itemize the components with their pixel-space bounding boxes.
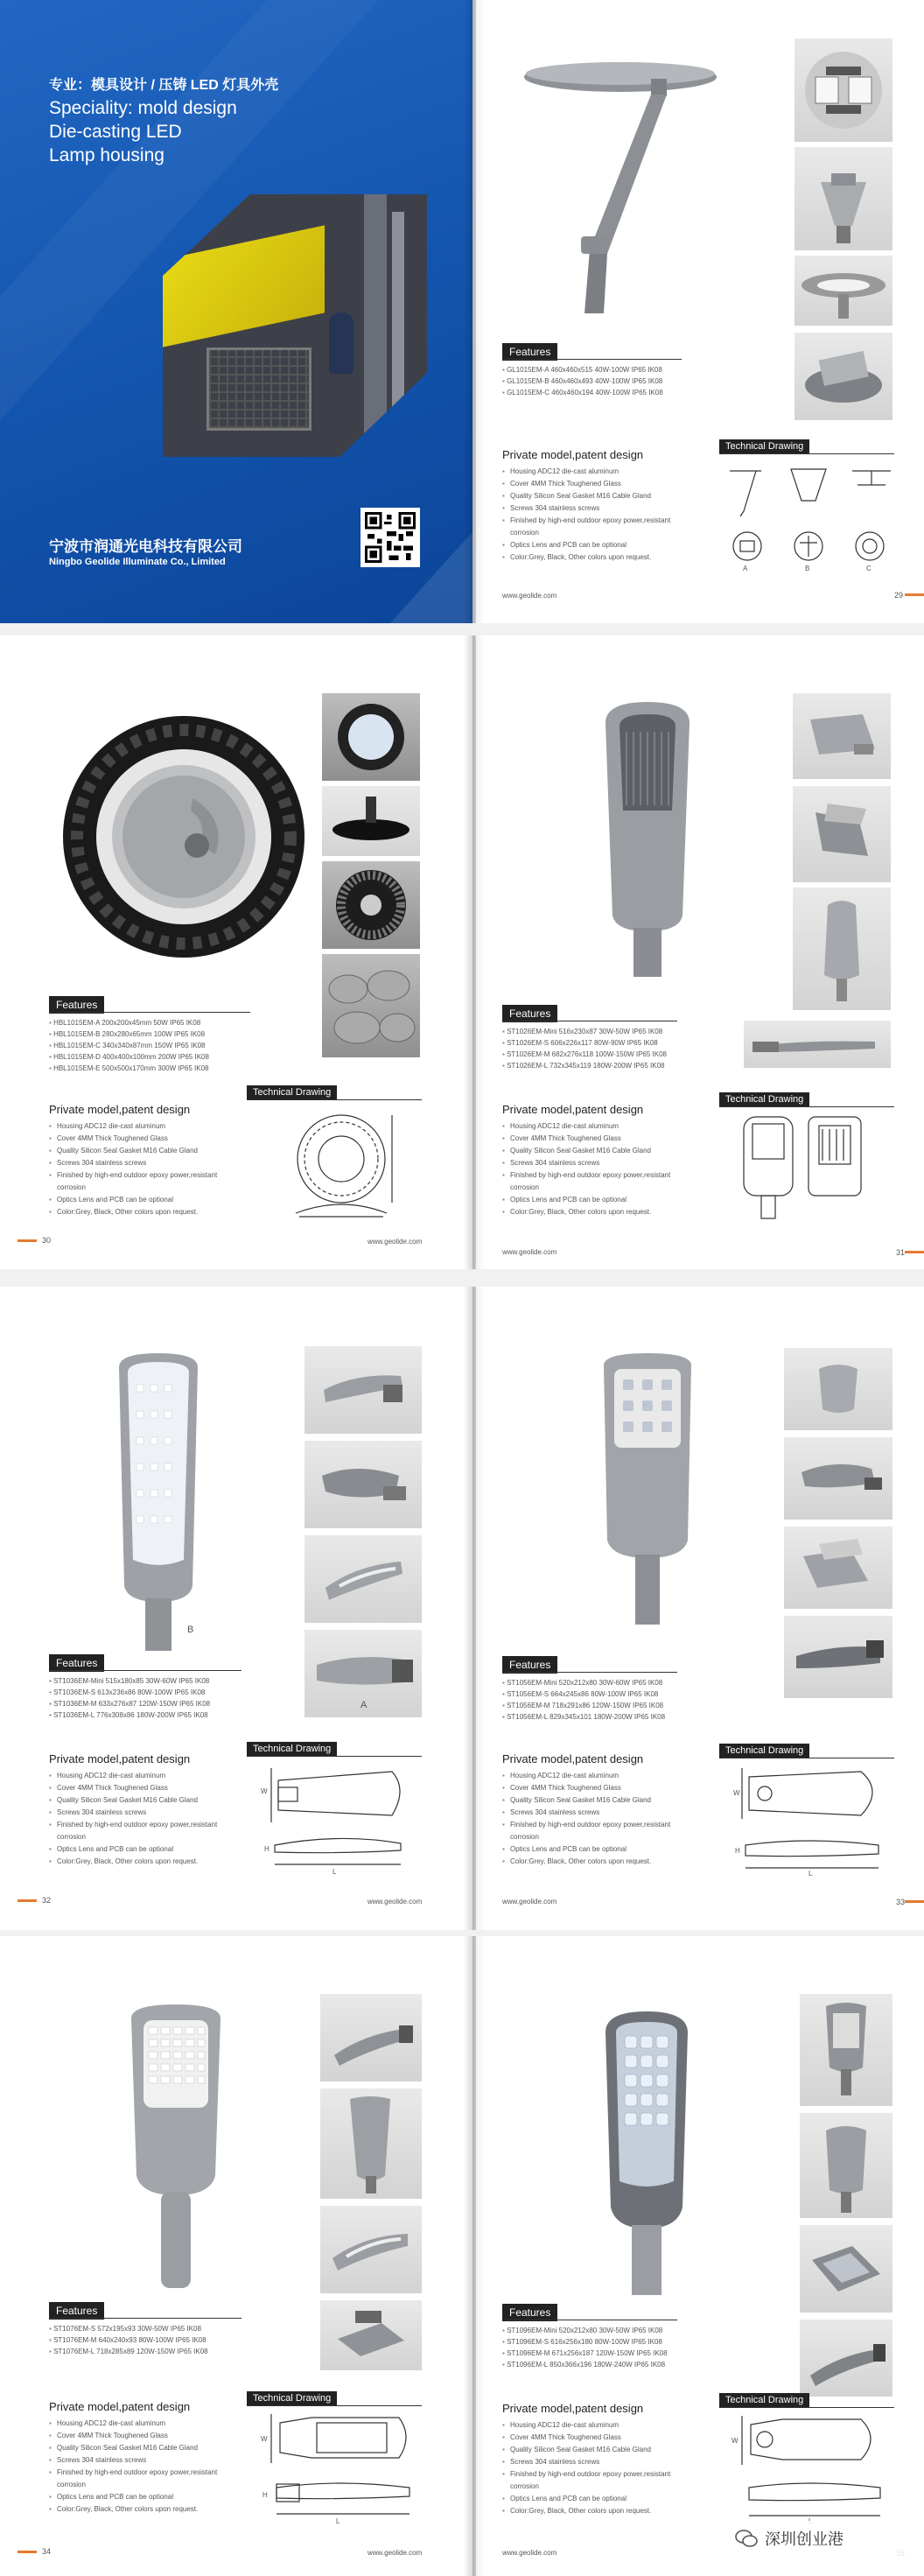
features-header-29: Features — [502, 343, 557, 361]
technical-drawing-32 — [261, 1763, 418, 1877]
page-number-32: 32 — [42, 1896, 52, 1905]
technical-drawing-30 — [280, 1108, 402, 1231]
street-light-image-34 — [119, 2001, 233, 2307]
dim-w-35: W — [732, 2437, 738, 2445]
spec-bullets-34: ▪ Housing ADC12 die-cast aluminum ▪ Cover 4MM Thick Toughened Glass ▪ Quality Silicon Seal Gasket M16 Cable Gland ▪ Screws 304 stainless screws ▪ Finished by high-end outdoor epoxy power,resistant corrosion ▪ Optics Lens and PCB can be optional ▪ Color:Grey, Black, Other colors upon request. — [49, 2418, 237, 2516]
dim-l-33: L — [808, 1870, 813, 1878]
speciality-line-3: Lamp housing — [49, 145, 164, 165]
private-model-title-32: Private model,patent design — [49, 1752, 191, 1765]
high-bay-light-image — [61, 714, 306, 959]
private-model-title-34: Private model,patent design — [49, 2400, 191, 2413]
features-list-35: ▪ ST1096EM-Mini 520x212x80 30W-50W IP65 IK08 ▪ ST1096EM-S 616x256x180 80W-100W IP65 IK08 ▪ ST1096EM-M 671x256x187 120W-150W IP65 IK08 ▪ ST1096EM-L 850x366x196 180W-240W IP65 IK08 — [502, 2325, 668, 2370]
detail-photo-34-1 — [320, 1994, 422, 2081]
factory-photo — [163, 194, 427, 457]
speciality-cn: 专业：模具设计 / 压铸 LED 灯具外壳 — [49, 78, 279, 93]
technical-drawing-31 — [735, 1112, 875, 1225]
technical-drawing-header-33: Technical Drawing — [719, 1744, 809, 1758]
page-number-31: 31 — [896, 1248, 906, 1257]
detail-photo-4 — [794, 333, 892, 420]
features-header-34: Features — [49, 2302, 104, 2320]
speciality-line-2: Die-casting LED — [49, 122, 182, 142]
watermark-badge — [726, 2521, 919, 2556]
private-model-title-29: Private model,patent design — [502, 448, 644, 461]
page-accent-33 — [905, 1900, 924, 1903]
page-accent-34 — [18, 2551, 37, 2553]
private-model-title-30: Private model,patent design — [49, 1103, 191, 1116]
detail-photo-32-3 — [304, 1535, 422, 1623]
page-accent-31 — [905, 1251, 924, 1253]
technical-drawing-35 — [730, 2412, 896, 2526]
page-28-cover — [0, 0, 472, 623]
company-name-cn: 宁波市润通光电科技有限公司 — [49, 538, 242, 556]
private-model-title-33: Private model,patent design — [502, 1752, 644, 1765]
dim-l-34: L — [336, 2517, 340, 2525]
technical-drawing-34 — [259, 2411, 420, 2528]
features-list-29: ▪ GL1015EM-A 460x460x515 40W-100W IP65 IK08 ▪ GL1015EM-B 460x460x493 40W-100W IP65 IK08 ▪ GL1015EM-C 460x460x194 40W-100W IP65 IK08 — [502, 364, 663, 398]
label-b-32: B — [187, 1625, 194, 1635]
page-30 — [0, 635, 472, 1269]
page-accent-32 — [18, 1899, 37, 1902]
page-number-34: 34 — [42, 2547, 52, 2556]
detail-photo-34-4 — [320, 2300, 422, 2370]
detail-photo-3 — [794, 256, 892, 326]
website-32: www.geolide.com — [368, 1898, 423, 1906]
technical-drawing-header-30: Technical Drawing — [247, 1085, 337, 1099]
label-c-29: C — [866, 565, 872, 572]
street-light-image-32 — [102, 1350, 215, 1665]
area-light-image — [520, 53, 721, 315]
features-header-32: Features — [49, 1654, 104, 1672]
page-32 — [0, 1287, 472, 1930]
chat-bubble-icon — [735, 2529, 758, 2548]
detail-photo-31-2 — [793, 786, 891, 882]
street-light-image-33 — [595, 1348, 700, 1637]
technical-drawing-header-31: Technical Drawing — [719, 1092, 809, 1106]
page-accent-30 — [18, 1239, 37, 1242]
spread-4 — [0, 1936, 924, 2576]
features-header-33: Features — [502, 1656, 557, 1674]
features-list-32: ▪ ST1036EM-Mini 515x180x85 30W-60W IP65 IK08 ▪ ST1036EM-S 613x236x86 80W-100W IP65 IK08 ▪ ST1036EM-M 633x276x87 120W-150W IP65 IK08 ▪ ST1036EM-L 776x308x86 180W-200W IP65 IK08 — [49, 1675, 210, 1721]
features-list-33: ▪ ST1056EM-Mini 520x212x80 30W-60W IP65 IK08 ▪ ST1056EM-S 664x245x86 80W-100W IP65 IK08 ▪ ST1056EM-M 718x291x86 120W-150W IP65 IK08 ▪ ST1056EM-L 829x345x101 180W-200W IP65 IK08 — [502, 1677, 665, 1723]
spec-bullets-29: ▪ Housing ADC12 die-cast aluminum ▪ Cover 4MM Thick Toughened Glass ▪ Quality Silicon Seal Gasket M16 Cable Gland ▪ Screws 304 stainless screws ▪ Finished by high-end outdoor epoxy power,resistant corrosion ▪ Optics Lens and PCB can be optional ▪ Color:Grey, Black, Other colors upon request. — [502, 466, 690, 564]
detail-photo-35-1 — [800, 1994, 892, 2106]
detail-photo-2 — [794, 147, 892, 250]
detail-photo-33-4 — [784, 1616, 892, 1698]
technical-drawing-header-29: Technical Drawing — [719, 439, 809, 453]
spread-3 — [0, 1287, 924, 1930]
technical-drawing-header-35: Technical Drawing — [719, 2393, 809, 2407]
features-header-31: Features — [502, 1005, 557, 1022]
page-33 — [476, 1287, 924, 1930]
spec-bullets-32: ▪ Housing ADC12 die-cast aluminum ▪ Cover 4MM Thick Toughened Glass ▪ Quality Silicon Seal Gasket M16 Cable Gland ▪ Screws 304 stainless screws ▪ Finished by high-end outdoor epoxy power,resistant corrosion ▪ Optics Lens and PCB can be optional ▪ Color:Grey, Black, Other colors upon request. — [49, 1770, 237, 1868]
company-name-en: Ningbo Geolide Illuminate Co., Limited — [49, 557, 226, 567]
detail-photo-33-2 — [784, 1437, 892, 1520]
website-29: www.geolide.com — [502, 592, 557, 600]
detail-photo-34-3 — [320, 2206, 422, 2293]
detail-photo-35-2 — [800, 2113, 892, 2218]
page-accent-29 — [905, 593, 924, 596]
wire-basket — [206, 347, 312, 431]
private-model-title-35: Private model,patent design — [502, 2402, 644, 2415]
street-light-image-35 — [590, 2006, 704, 2313]
spread-2 — [0, 635, 924, 1269]
spec-bullets-30: ▪ Housing ADC12 die-cast aluminum ▪ Cover 4MM Thick Toughened Glass ▪ Quality Silicon Seal Gasket M16 Cable Gland ▪ Screws 304 stainless screws ▪ Finished by high-end outdoor epoxy power,resistant corrosion ▪ Optics Lens and PCB can be optional ▪ Color:Grey, Black, Other colors upon request. — [49, 1120, 237, 1218]
detail-photo-35-4 — [800, 2320, 892, 2397]
page-29 — [476, 0, 924, 623]
website-31: www.geolide.com — [502, 1248, 557, 1256]
detail-photo-31-4 — [744, 1021, 891, 1068]
detail-photo-30-1 — [322, 693, 420, 781]
watermark-text: 深圳创业港 — [765, 2530, 844, 2549]
website-33: www.geolide.com — [502, 1898, 557, 1906]
dim-h-34: H — [262, 2491, 268, 2499]
detail-photo-1 — [794, 39, 892, 142]
label-a-32: A — [360, 1700, 368, 1710]
label-a-29: A — [743, 565, 748, 572]
detail-photo-30-2 — [322, 786, 420, 856]
website-34: www.geolide.com — [368, 2549, 423, 2557]
page-number-29: 29 — [894, 591, 904, 600]
label-b-29: B — [805, 565, 810, 572]
dim-h-33: H — [735, 1847, 740, 1855]
cover-panel — [0, 0, 472, 623]
spec-bullets-31: ▪ Housing ADC12 die-cast aluminum ▪ Cover 4MM Thick Toughened Glass ▪ Quality Silicon Seal Gasket M16 Cable Gland ▪ Screws 304 stainless screws ▪ Finished by high-end outdoor epoxy power,resistant corrosion ▪ Optics Lens and PCB can be optional ▪ Color:Grey, Black, Other colors upon request. — [502, 1120, 690, 1218]
detail-photo-33-3 — [784, 1527, 892, 1609]
dim-w-33: W — [733, 1789, 740, 1797]
qr-code-icon — [360, 508, 420, 567]
features-header-30: Features — [49, 996, 104, 1014]
dim-w-34: W — [261, 2435, 268, 2443]
features-header-35: Features — [502, 2304, 557, 2321]
technical-drawing-header-32: Technical Drawing — [247, 1742, 337, 1756]
technical-drawing-33 — [730, 1765, 896, 1878]
detail-photo-30-4 — [322, 954, 420, 1057]
detail-photo-33-1 — [784, 1348, 892, 1430]
dim-h-32: H — [264, 1845, 270, 1853]
spec-bullets-35: ▪ Housing ADC12 die-cast aluminum ▪ Cover 4MM Thick Toughened Glass ▪ Quality Silicon Seal Gasket M16 Cable Gland ▪ Screws 304 stainless screws ▪ Finished by high-end outdoor epoxy power,resistant corrosion ▪ Optics Lens and PCB can be optional ▪ Color:Grey, Black, Other colors upon request. — [502, 2419, 690, 2517]
features-list-34: ▪ ST1076EM-S 572x195x93 30W-50W IP65 IK08 ▪ ST1076EM-M 640x240x93 80W-100W IP65 IK08 ▪ ST1076EM-L 718x285x89 120W-150W IP65 IK08 — [49, 2323, 208, 2357]
technical-drawing-29 — [721, 459, 896, 572]
features-list-30: ▪ HBL1015EM-A 200x200x45mm 50W IP65 IK08 ▪ HBL1015EM-B 280x280x65mm 100W IP65 IK08 ▪ HBL1015EM-C 340x340x87mm 150W IP65 IK08 ▪ HBL1015EM-D 400x400x100mm 200W IP65 IK08 ▪ HBL1015EM-E 500x500x170mm 300W IP65 IK08 — [49, 1017, 209, 1074]
detail-photo-32-2 — [304, 1441, 422, 1528]
website-35: www.geolide.com — [502, 2549, 557, 2557]
features-list-31: ▪ ST1026EM-Mini 516x230x87 30W-50W IP65 IK08 ▪ ST1026EM-S 606x226x117 80W-90W IP65 IK08 ▪ ST1026EM-M 682x276x118 100W-150W IP65 IK08 ▪ ST1026EM-L 732x345x119 180W-200W IP65 IK08 — [502, 1026, 667, 1071]
technical-drawing-header-34: Technical Drawing — [247, 2391, 337, 2405]
website-30: www.geolide.com — [368, 1238, 423, 1246]
detail-photo-30-3 — [322, 861, 420, 949]
detail-photo-31-3 — [793, 888, 891, 1010]
street-light-image-31 — [595, 697, 700, 986]
spec-bullets-33: ▪ Housing ADC12 die-cast aluminum ▪ Cover 4MM Thick Toughened Glass ▪ Quality Silicon Seal Gasket M16 Cable Gland ▪ Screws 304 stainless screws ▪ Finished by high-end outdoor epoxy power,resistant corrosion ▪ Optics Lens and PCB can be optional ▪ Color:Grey, Black, Other colors upon request. — [502, 1770, 690, 1868]
speciality-en — [49, 96, 237, 167]
page-number-33: 33 — [896, 1898, 906, 1906]
dim-w-32: W — [261, 1787, 268, 1795]
dim-l-32: L — [332, 1868, 337, 1876]
detail-photo-35-3 — [800, 2225, 892, 2313]
detail-photo-34-2 — [320, 2088, 422, 2199]
page-31 — [476, 635, 924, 1269]
detail-photo-31-1 — [793, 693, 891, 779]
private-model-title-31: Private model,patent design — [502, 1103, 644, 1116]
page-number-30: 30 — [42, 1236, 52, 1245]
page-35 — [476, 1936, 924, 2576]
page-34 — [0, 1936, 472, 2576]
spread-1 — [0, 0, 924, 623]
worker-figure — [329, 312, 354, 374]
speciality-line-1: Speciality: mold design — [49, 98, 237, 118]
detail-photo-32-1 — [304, 1346, 422, 1434]
